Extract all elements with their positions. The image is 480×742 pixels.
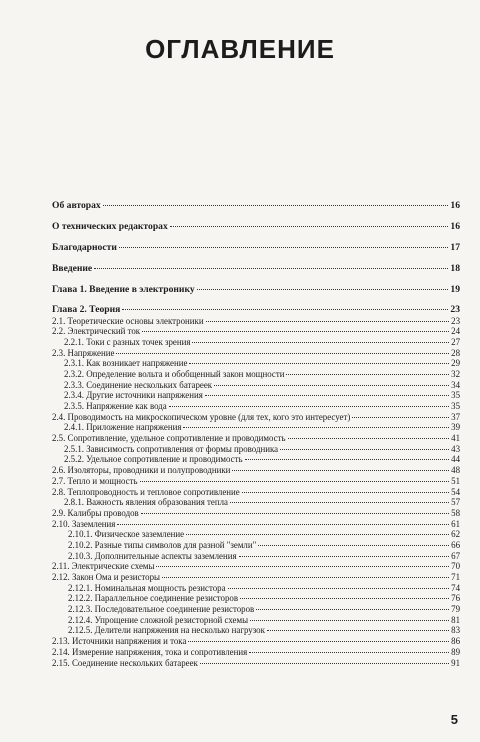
toc-entry-title: 2.3.3. Соединение нескольких батареек	[64, 379, 213, 390]
toc-entry-page: 83	[451, 625, 460, 636]
toc-entry-title: 2.15. Соединение нескольких батареек	[52, 657, 198, 668]
dot-leader	[280, 449, 449, 450]
toc-entry-title: 2.4. Проводимость на микроскопическом уровне (для тех, кого это интересует)	[52, 411, 351, 422]
dot-leader	[230, 502, 449, 503]
dot-leader	[141, 513, 449, 514]
toc-entry-title: О технических редакторах	[52, 220, 168, 232]
toc-major-entry[interactable]	[52, 264, 460, 274]
toc-entry-page: 91	[451, 657, 460, 668]
toc-entry-title: 2.2. Электрический ток	[52, 326, 141, 337]
toc-entry-page: 86	[451, 636, 460, 647]
toc-entry-title: Глава 2. Теория	[52, 304, 121, 316]
toc-entry-page: 27	[451, 336, 460, 347]
toc-entry-page: 18	[450, 262, 460, 274]
page-number: 5	[450, 712, 458, 727]
toc-entry-title: 2.6. Изоляторы, проводники и полупроводники	[52, 465, 231, 476]
toc-entry-title: 2.12.4. Упрощение сложной резисторной схемы	[68, 614, 249, 625]
toc-entry-page: 39	[451, 422, 460, 433]
toc-entry-page: 58	[451, 507, 460, 518]
dot-leader	[117, 524, 449, 525]
dot-leader	[258, 545, 449, 546]
toc-entry-page: 23	[450, 304, 460, 316]
toc-major-entry[interactable]	[52, 285, 460, 295]
dot-leader	[214, 385, 449, 386]
toc-entry-page: 48	[451, 465, 460, 476]
toc-entry-page: 74	[451, 582, 460, 593]
toc-entry-page: 35	[451, 401, 460, 412]
toc-entry-title: Благодарности	[52, 241, 117, 253]
toc-entry-title: 2.3. Напряжение	[52, 347, 115, 358]
toc-entry-page: 19	[450, 283, 460, 295]
dot-leader	[245, 459, 450, 460]
toc-entry-title: 2.9. Калибры проводов	[52, 507, 139, 518]
dot-leader	[206, 321, 450, 322]
dot-leader	[116, 353, 449, 354]
dot-leader	[256, 609, 449, 610]
toc-entry-title: 2.10. Заземления	[52, 518, 116, 529]
dot-leader	[249, 652, 449, 653]
toc-entry-title: 2.8. Теплопроводность и тепловое сопротивление	[52, 486, 240, 497]
dot-leader	[242, 492, 449, 493]
dot-leader	[192, 342, 449, 343]
dot-leader	[142, 331, 449, 332]
toc-entry-page: 29	[451, 358, 460, 369]
toc-entry-page: 70	[451, 561, 460, 572]
dot-leader	[188, 641, 449, 642]
toc-entry-title: Введение	[52, 262, 93, 274]
dot-leader	[205, 395, 449, 396]
toc-entry-title: 2.8.1. Важность явления образования тепла	[64, 497, 228, 508]
toc-entry-page: 79	[451, 604, 460, 615]
dot-leader	[183, 427, 449, 428]
toc-entry-title: 2.3.2. Определение вольта и обобщенный закон мощности	[64, 368, 285, 379]
toc-entry-title: 2.13. Источники напряжения и тока	[52, 636, 187, 647]
toc-entry-title: 2.12.3. Последовательное соединение резисторов	[68, 604, 255, 615]
toc-entry[interactable]	[52, 509, 460, 520]
toc-entry-page: 81	[451, 614, 460, 625]
dot-leader	[170, 226, 449, 227]
dot-leader	[122, 309, 448, 310]
dot-leader	[240, 598, 449, 599]
toc-entry-title: 2.3.1. Как возникает напряжение	[64, 358, 188, 369]
toc-entry-page: 32	[451, 368, 460, 379]
dot-leader	[239, 556, 450, 557]
dot-leader	[186, 534, 449, 535]
dot-leader	[94, 268, 448, 269]
dot-leader	[189, 363, 449, 364]
toc-major-entry[interactable]	[52, 222, 460, 232]
dot-leader	[288, 438, 450, 439]
table-of-contents	[52, 196, 460, 669]
dot-leader	[119, 247, 449, 248]
toc-major-entry[interactable]	[52, 201, 460, 211]
toc-entry-page: 67	[451, 550, 460, 561]
toc-entry-page: 16	[450, 220, 460, 232]
toc-entry[interactable]	[52, 648, 460, 659]
dot-leader	[232, 470, 449, 471]
toc-entry-page: 44	[451, 454, 460, 465]
toc-entry-title: 2.7. Тепло и мощность	[52, 475, 138, 486]
toc-entry-title: 2.3.4. Другие источники напряжения	[64, 390, 203, 401]
toc-entry-title: 2.5.2. Удельное сопротивление и проводимость	[64, 454, 243, 465]
toc-entry-page: 41	[451, 433, 460, 444]
toc-entry-title: 2.14. Измерение напряжения, тока и сопротивления	[52, 646, 248, 657]
dot-leader	[197, 289, 449, 290]
toc-entry-title: 2.10.3. Дополнительные аспекты заземления	[68, 550, 237, 561]
toc-entry-page: 34	[451, 379, 460, 390]
toc-entry-title: 2.11. Электрические схемы	[52, 561, 155, 572]
toc-entry-title: 2.2.1. Токи с разных точек зрения	[64, 336, 191, 347]
dot-leader	[140, 481, 450, 482]
toc-entry-title: 2.1. Теоретические основы электроники	[52, 315, 204, 326]
dot-leader	[169, 406, 449, 407]
toc-entry-title: 2.12. Закон Ома и резисторы	[52, 572, 160, 583]
toc-entry-page: 76	[451, 593, 460, 604]
toc-entry-page: 89	[451, 646, 460, 657]
toc-entry-title: Об авторах	[52, 200, 101, 211]
toc-major-entry[interactable]	[52, 305, 460, 315]
toc-entry-page: 54	[451, 486, 460, 497]
toc-entry-title: 2.10.2. Разные типы символов для разной "земли"	[68, 539, 257, 550]
toc-entry-page: 28	[451, 347, 460, 358]
toc-entry[interactable]	[52, 659, 460, 670]
toc-entry-page: 57	[451, 497, 460, 508]
toc-entry-page: 61	[451, 518, 460, 529]
toc-entry-page: 71	[451, 572, 460, 583]
toc-entry-title: 2.12.2. Параллельное соединение резисторов	[68, 593, 239, 604]
dot-leader	[352, 417, 449, 418]
toc-entry-page: 24	[451, 326, 460, 337]
dot-leader	[228, 588, 450, 589]
toc-major-entry[interactable]	[52, 243, 460, 253]
toc-entry-page: 51	[451, 475, 460, 486]
dot-leader	[250, 620, 449, 621]
toc-entry-title: 2.5.1. Зависимость сопротивления от формы проводника	[64, 443, 279, 454]
toc-entry-title: 2.3.5. Напряжение как вода	[64, 401, 167, 412]
toc-entry-title: Глава 1. Введение в электронику	[52, 283, 195, 295]
toc-entry-page: 35	[451, 390, 460, 401]
toc-entry-title: 2.12.5. Делители напряжения на несколько нагрузок	[68, 625, 265, 636]
toc-entry-title: 2.4.1. Приложение напряжения	[64, 422, 182, 433]
page-title: ОГЛАВЛЕНИЕ	[145, 34, 335, 64]
toc-entry-page: 23	[451, 315, 460, 326]
dot-leader	[156, 566, 449, 567]
toc-entry[interactable]	[52, 477, 460, 488]
dot-leader	[162, 577, 449, 578]
toc-entry-page: 43	[451, 443, 460, 454]
dot-leader	[200, 663, 449, 664]
toc-entry-page: 16	[450, 200, 460, 211]
dot-leader	[267, 630, 449, 631]
dot-leader	[286, 374, 449, 375]
toc-entry-title: 2.5. Сопротивление, удельное сопротивление и проводимость	[52, 433, 286, 444]
toc-entry[interactable]	[52, 338, 460, 349]
toc-entry-page: 17	[450, 241, 460, 253]
toc-entry-title: 2.12.1. Номинальная мощность резистора	[68, 582, 226, 593]
toc-entry-page: 62	[451, 529, 460, 540]
toc-entry-page: 37	[451, 411, 460, 422]
toc-entry-title: 2.10.1. Физическое заземление	[68, 529, 185, 540]
dot-leader	[103, 205, 449, 206]
toc-entry-page: 66	[451, 539, 460, 550]
